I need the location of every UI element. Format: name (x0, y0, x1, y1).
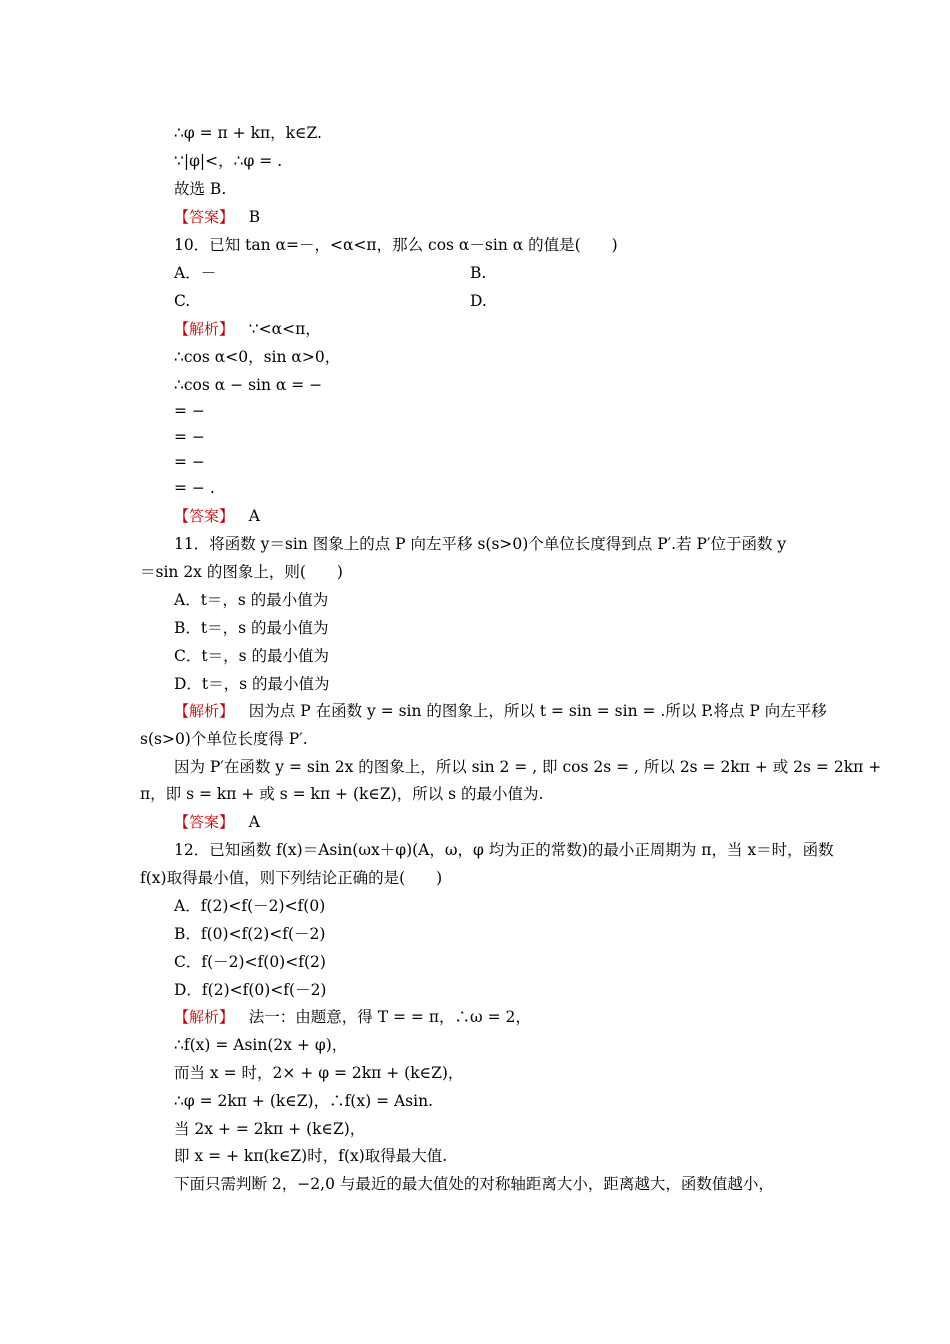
answer-value: A (248, 813, 260, 831)
answer-value: A (248, 507, 260, 525)
analysis-text: 因为点 P 在函数 y = sin 的图象上，所以 t = sin = sin = .所以 P.将点 P 向左平移 (248, 702, 827, 720)
text-line: 当 2x + = 2kπ + (k∈Z)， (174, 1120, 366, 1138)
text-line: s(s>0)个单位长度得 P′. (140, 730, 308, 748)
option-a: A．f(2)<f(－2)<f(0) (174, 897, 326, 915)
question-10: 10．已知 tan α=－，<α<π，那么 cos α－sin α 的值是( ) (174, 236, 618, 254)
answer-tag: 【答案】 (174, 208, 235, 226)
text-line: ∴cos α − sin α = − (174, 376, 323, 394)
option-b: B. (470, 264, 487, 282)
text-line: ∴cos α<0，sin α>0， (174, 348, 341, 366)
question-11: 11．将函数 y＝sin 图象上的点 P 向左平移 s(s>0)个单位长度得到点 P′.若 P′位于函数 y (174, 535, 787, 553)
answer-value: B (248, 208, 261, 226)
analysis-line (174, 701, 827, 721)
analysis-tag: 【解析】 (174, 702, 235, 720)
text-line: 即 x = + kπ(k∈Z)时，f(x)取得最大值. (174, 1147, 448, 1165)
option-a: A．t＝，s 的最小值为 (174, 591, 329, 609)
analysis-line (174, 1007, 531, 1027)
analysis-tag: 【解析】 (174, 1008, 235, 1026)
text-line: ＝sin 2x 的图象上，则( ) (140, 563, 343, 581)
analysis-line (174, 319, 321, 339)
text-line: ∵|φ|<，∴φ = . (174, 152, 283, 170)
option-b: B．t＝，s 的最小值为 (174, 619, 329, 637)
analysis-text: 法一：由题意，得 T = = π，∴ω = 2， (248, 1008, 531, 1026)
option-c: C. (174, 292, 191, 310)
option-c: C．t＝，s 的最小值为 (174, 647, 329, 665)
option-d: D．t＝，s 的最小值为 (174, 675, 330, 693)
text-line: 下面只需判断 2，−2,0 与最近的最大值处的对称轴距离大小，距离越大，函数值越小， (174, 1175, 774, 1193)
text-line: = − (174, 453, 205, 471)
text-line: = − . (174, 479, 215, 497)
analysis-text: ∵<α<π， (248, 320, 321, 338)
answer-tag: 【答案】 (174, 507, 235, 525)
text-line: π，即 s = kπ + 或 s = kπ + (k∈Z)，所以 s 的最小值为. (140, 785, 544, 803)
option-a: A．－ (174, 264, 217, 282)
text-line: ∴φ = 2kπ + (k∈Z)，∴f(x) = Asin. (174, 1092, 433, 1110)
text-line: 因为 P′在函数 y = sin 2x 的图象上，所以 sin 2 = , 即 cos 2s = , 所以 2s = 2kπ + 或 2s = 2kπ + (174, 758, 882, 776)
answer-line (174, 506, 260, 526)
text-line: = − (174, 402, 205, 420)
text-line: ∴φ = π + kπ，k∈Z. (174, 124, 322, 142)
option-c: C．f(－2)<f(0)<f(2) (174, 953, 326, 971)
text-line: 而当 x = 时，2× + φ = 2kπ + (k∈Z)， (174, 1064, 464, 1082)
option-d: D. (470, 292, 487, 310)
answer-line (174, 812, 260, 832)
option-d: D．f(2)<f(0)<f(－2) (174, 981, 327, 999)
text-line: 故选 B. (174, 180, 227, 198)
analysis-tag: 【解析】 (174, 320, 235, 338)
text-line: = − (174, 428, 205, 446)
text-line: ∴f(x) = Asin(2x + φ)， (174, 1036, 348, 1054)
question-12: 12．已知函数 f(x)＝Asin(ωx＋φ)(A，ω，φ 均为正的常数)的最小正周期为 π，当 x＝时，函数 (174, 841, 834, 859)
text-line: f(x)取得最小值，则下列结论正确的是( ) (140, 869, 443, 887)
answer-line (174, 207, 260, 227)
option-b: B．f(0)<f(2)<f(－2) (174, 925, 326, 943)
answer-tag: 【答案】 (174, 813, 235, 831)
